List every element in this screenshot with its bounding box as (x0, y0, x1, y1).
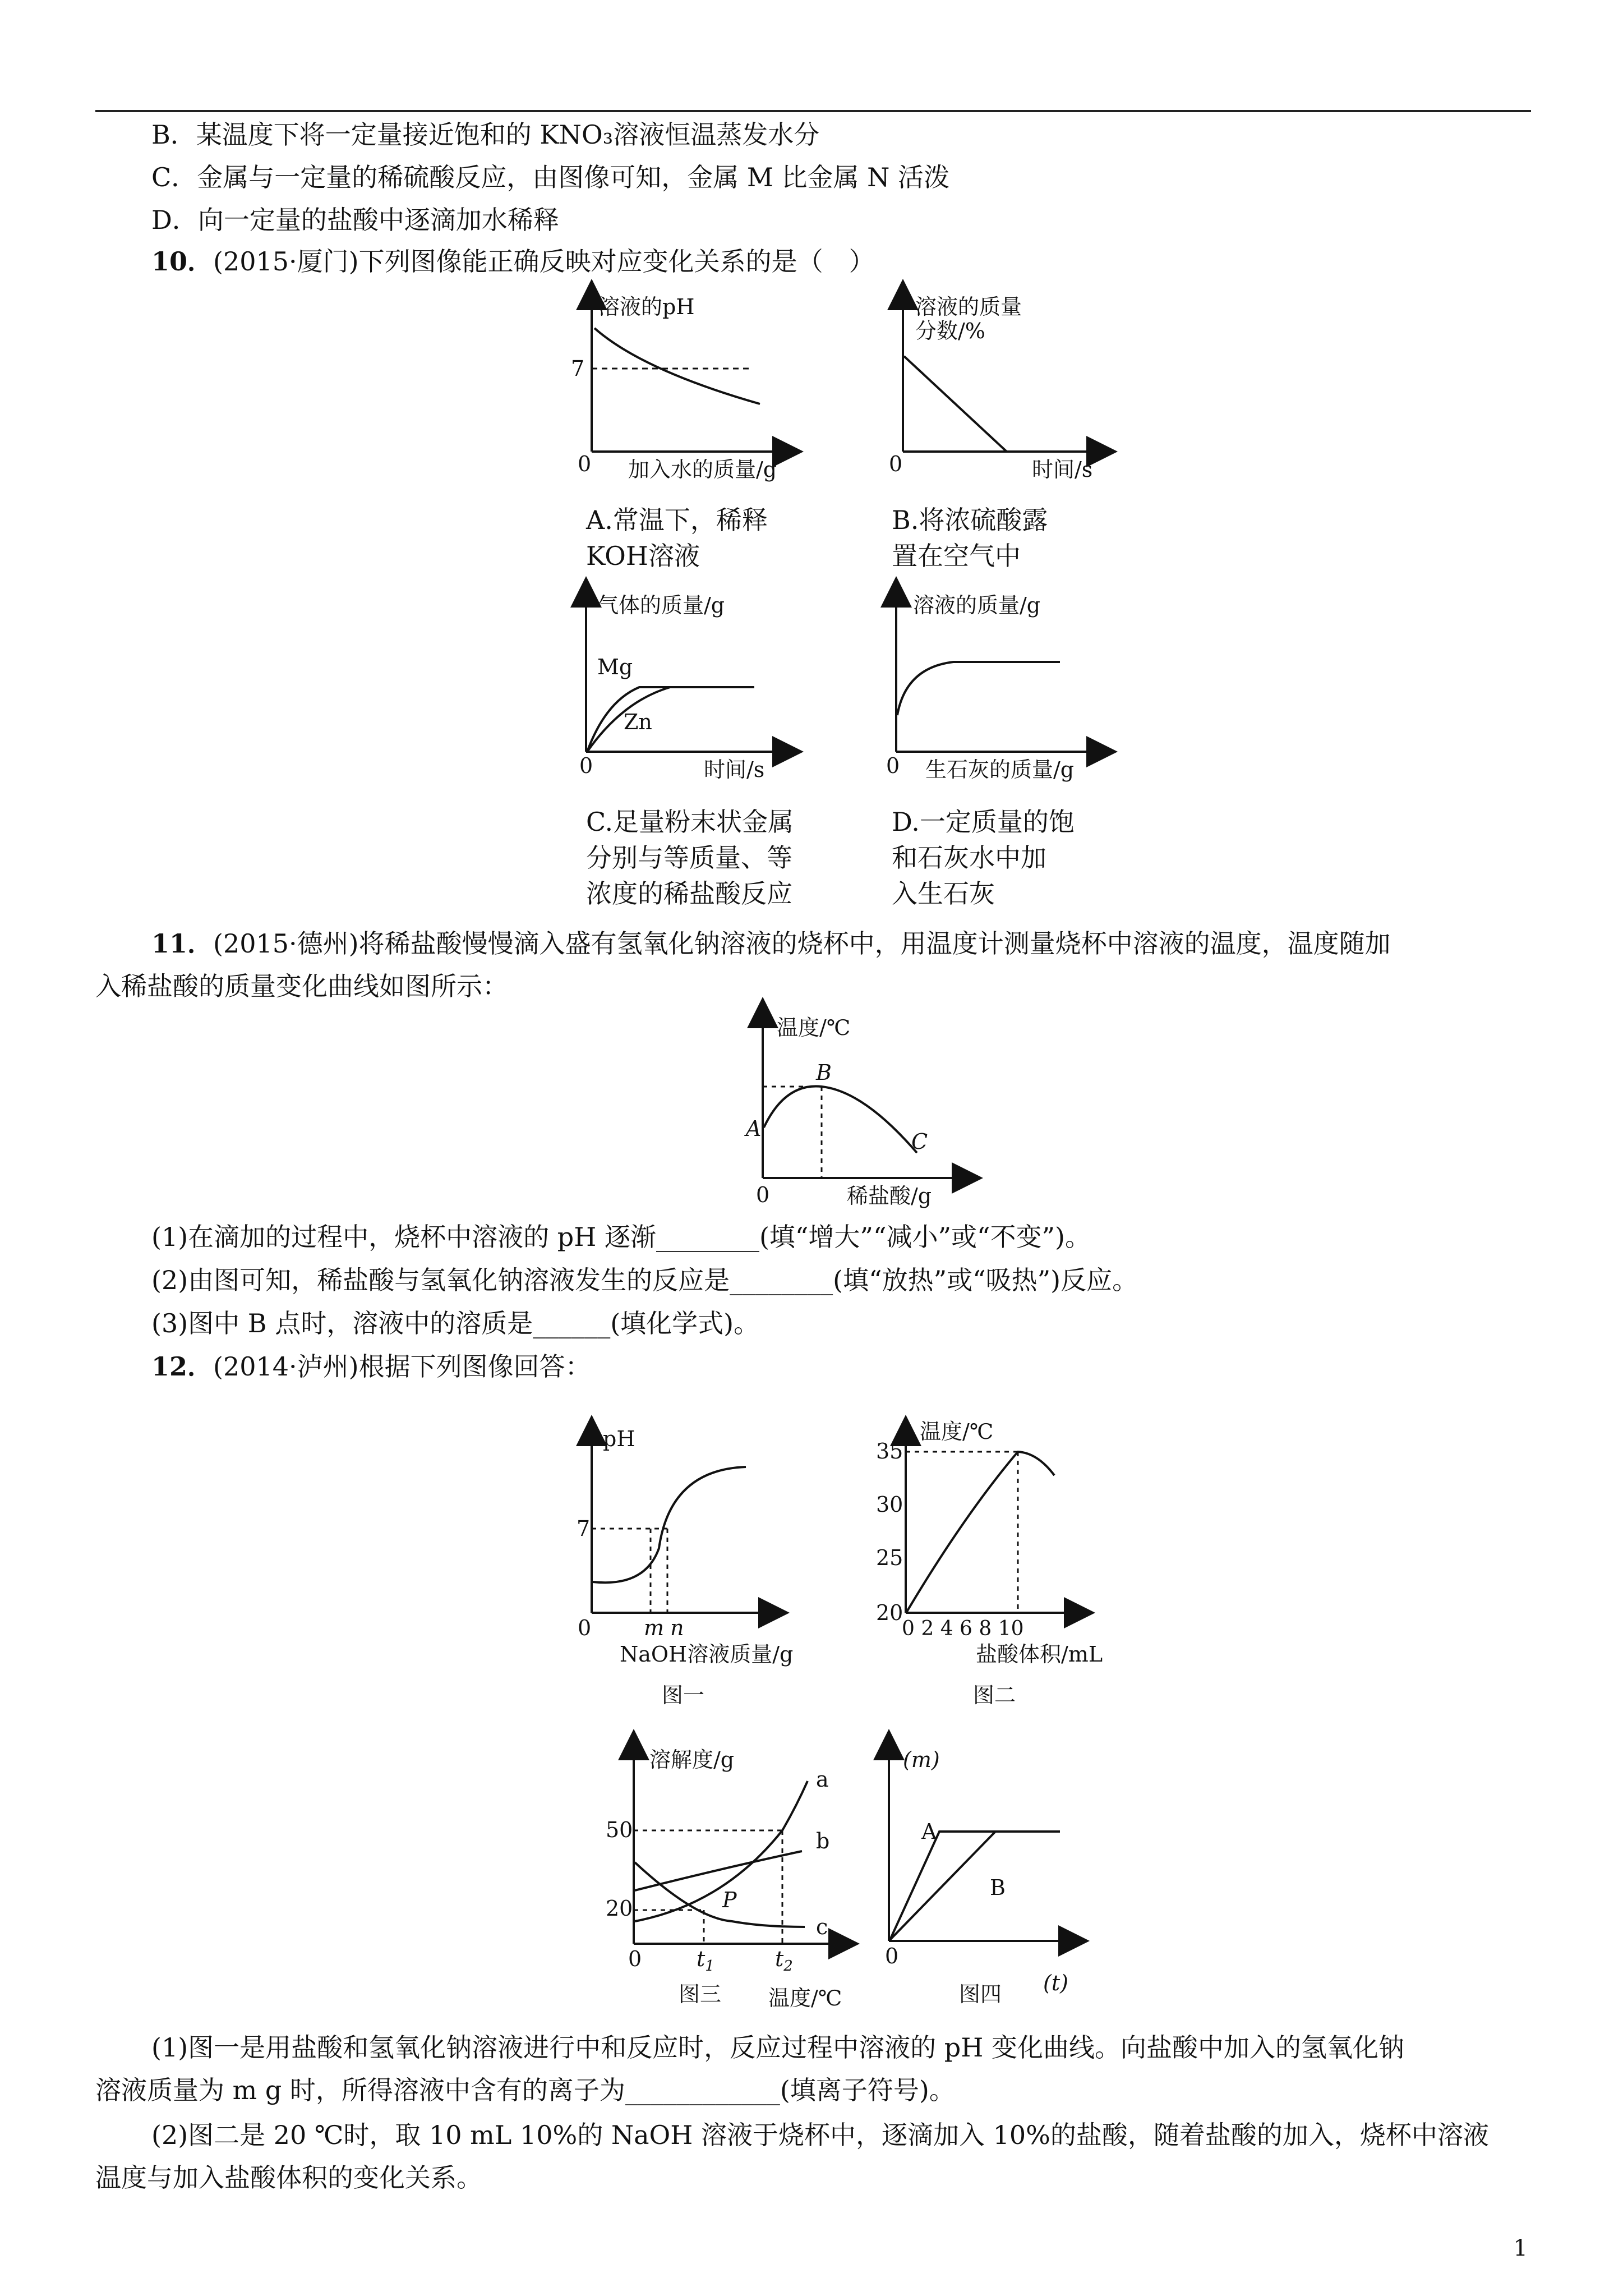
question-12-part-1-line-1: (1)图一是用盐酸和氢氧化钠溶液进行中和反应时，反应过程中溶液的 pH 变化曲线。向盐酸中加入的氢氧化钠 (151, 2032, 1404, 2063)
question-12-part-2-line-2: 温度与加入盐酸体积的变化关系。 (95, 2162, 482, 2193)
chart-d-caption: D.一定质量的饱 和石灰水中加 入生石灰 (892, 807, 1075, 909)
fig3-title: 图三 (679, 1982, 722, 2007)
question-11-part-1: (1)在滴加的过程中，烧杯中溶液的 pH 逐渐________(填“增大”“减小”或“不变”)。 (151, 1222, 1091, 1252)
question-12-number: 12． (151, 1351, 214, 1382)
chart-d-ylabel: 溶液的质量/g (913, 593, 1041, 618)
option-b: B．某温度下将一定量接近饱和的 KNO₃溶液恒温蒸发水分 (151, 119, 820, 150)
fig2-curve (907, 1452, 1054, 1612)
chart-c-caption: C.足量粉末状金属 分别与等质量、等 浓度的稀盐酸反应 (586, 807, 794, 909)
fig3-curve-c (635, 1862, 805, 1927)
fig2-ytick-35: 35 (876, 1439, 903, 1464)
question-11-text-1: (2015·德州)将稀盐酸慢慢滴入盛有氢氧化钠溶液的烧杯中，用温度计测量烧杯中溶液的温度，温度随加 (213, 928, 1391, 959)
chart-c-label-mg: Mg (597, 655, 633, 679)
chart-c-origin: 0 (579, 753, 593, 778)
fig3-y50: 50 (606, 1818, 633, 1842)
fig1-curve (593, 1467, 746, 1582)
fig4-line-a (890, 1832, 1060, 1940)
question-11-part-3: (3)图中 B 点时，溶液中的溶质是______(填化学式)。 (151, 1308, 760, 1338)
q11-point-a: A (746, 1116, 762, 1141)
chart-d-curve (897, 662, 1060, 715)
chart-d-origin: 0 (886, 753, 900, 778)
question-12 (151, 1350, 591, 1383)
option-c: C．金属与一定量的稀硫酸反应，由图像可知，金属 M 比金属 N 活泼 (151, 162, 950, 192)
fig4-title: 图四 (959, 1982, 1002, 2007)
chart-c-xlabel: 时间/s (704, 757, 765, 782)
fig3-t1: $t_1$ (697, 1947, 714, 1975)
fig4-label-a: A (921, 1819, 937, 1844)
fig1-xlabel: NaOH溶液质量/g (620, 1642, 794, 1667)
fig2-xticks: 0 2 4 6 8 10 (902, 1617, 1024, 1640)
q11-point-b: B (816, 1060, 832, 1085)
fig2-ytick-30: 30 (876, 1492, 903, 1517)
fig1-ylabel: pH (603, 1427, 635, 1451)
chart-a-ylabel: 溶液的pH (598, 295, 695, 319)
chart-b-caption: B.将浓硫酸露 置在空气中 (892, 505, 1048, 571)
question-11-line-2: 入稀盐酸的质量变化曲线如图所示： (95, 971, 508, 1001)
fig1-n: n (670, 1616, 684, 1640)
option-d: D．向一定量的盐酸中逐滴加水稀释 (151, 205, 559, 235)
q11-curve (764, 1086, 917, 1153)
chart-d-xlabel: 生石灰的质量/g (925, 757, 1075, 782)
chart-b-xlabel: 时间/s (1032, 457, 1093, 482)
fig1-m: m (644, 1616, 665, 1640)
fig4-line-b (890, 1832, 995, 1940)
fig2-ylabel: 温度/℃ (920, 1419, 994, 1444)
fig1-title: 图一 (662, 1683, 705, 1708)
fig4-chart (889, 1745, 1074, 1941)
fig4-ylabel: (m) (903, 1747, 940, 1772)
question-11-part-2: (2)由图可知，稀盐酸与氢氧化钠溶液发生的反应是________(填“放热”或“吸热”)反应。 (151, 1265, 1138, 1295)
fig2-ytick-25: 25 (876, 1545, 903, 1570)
fig3-label-a: a (816, 1767, 829, 1792)
q11-ylabel: 温度/℃ (777, 1015, 851, 1040)
fig4-origin: 0 (885, 1944, 899, 1968)
fig2-ytick-20: 20 (876, 1600, 903, 1625)
fig3-label-c: c (816, 1915, 828, 1939)
chart-c-label-zn: Zn (624, 710, 652, 734)
fig2-title: 图二 (973, 1683, 1016, 1708)
chart-c-mg-curve (587, 687, 754, 752)
chart-b-ylabel-2: 分数/% (915, 319, 985, 343)
fig1-chart (592, 1430, 774, 1613)
fig3-origin: 0 (628, 1947, 642, 1971)
fig3-t2: $t_2$ (775, 1947, 793, 1975)
question-10-text: (2015·厦门)下列图像能正确反映对应变化关系的是（ ） (213, 246, 875, 277)
chart-b-origin: 0 (889, 452, 903, 476)
fig3-point-p: P (722, 1888, 737, 1912)
fig4-label-b: B (990, 1875, 1006, 1900)
fig1-origin: 0 (578, 1616, 592, 1640)
fig3-chart (634, 1745, 844, 1944)
fig3-ylabel: 溶解度/g (649, 1747, 735, 1772)
chart-a-curve (594, 328, 760, 404)
chart-a-tick-7: 7 (571, 356, 585, 381)
page-number: 1 (1513, 2235, 1528, 2261)
chart-b-ylabel-1: 溶液的质量 (915, 295, 1022, 319)
q11-origin: 0 (756, 1182, 770, 1207)
chart-b-line (904, 356, 1007, 452)
fig2-chart (906, 1430, 1080, 1613)
fig1-tick-7: 7 (577, 1516, 591, 1541)
question-11-line-1 (151, 927, 1391, 960)
chart-c-ylabel: 气体的质量/g (597, 593, 725, 618)
chart-a-xlabel: 加入水的质量/g (628, 457, 777, 482)
question-12-part-2-line-1: (2)图二是 20 ℃时，取 10 mL 10%的 NaOH 溶液于烧杯中，逐滴加入 10%的盐酸，随着盐酸的加入，烧杯中溶液 (151, 2120, 1489, 2150)
fig3-y20: 20 (606, 1896, 633, 1921)
question-12-part-1-line-2: 溶液质量为 m g 时，所得溶液中含有的离子为____________(填离子符号)。 (95, 2075, 955, 2105)
question-11-number: 11． (151, 928, 214, 959)
fig4-xlabel: (t) (1043, 1971, 1068, 1995)
question-12-text: (2014·泸州)根据下列图像回答： (213, 1351, 591, 1382)
chart-a-caption: A.常温下，稀释 KOH溶液 (586, 505, 768, 571)
chart-a-origin: 0 (578, 452, 592, 476)
fig3-label-b: b (816, 1829, 830, 1853)
q11-point-c: C (911, 1129, 928, 1154)
q11-xlabel: 稀盐酸/g (847, 1184, 932, 1208)
question-10-number: 10． (151, 246, 214, 277)
fig2-xlabel: 盐酸体积/mL (976, 1642, 1103, 1667)
fig3-xlabel: 温度/℃ (768, 1986, 842, 2010)
